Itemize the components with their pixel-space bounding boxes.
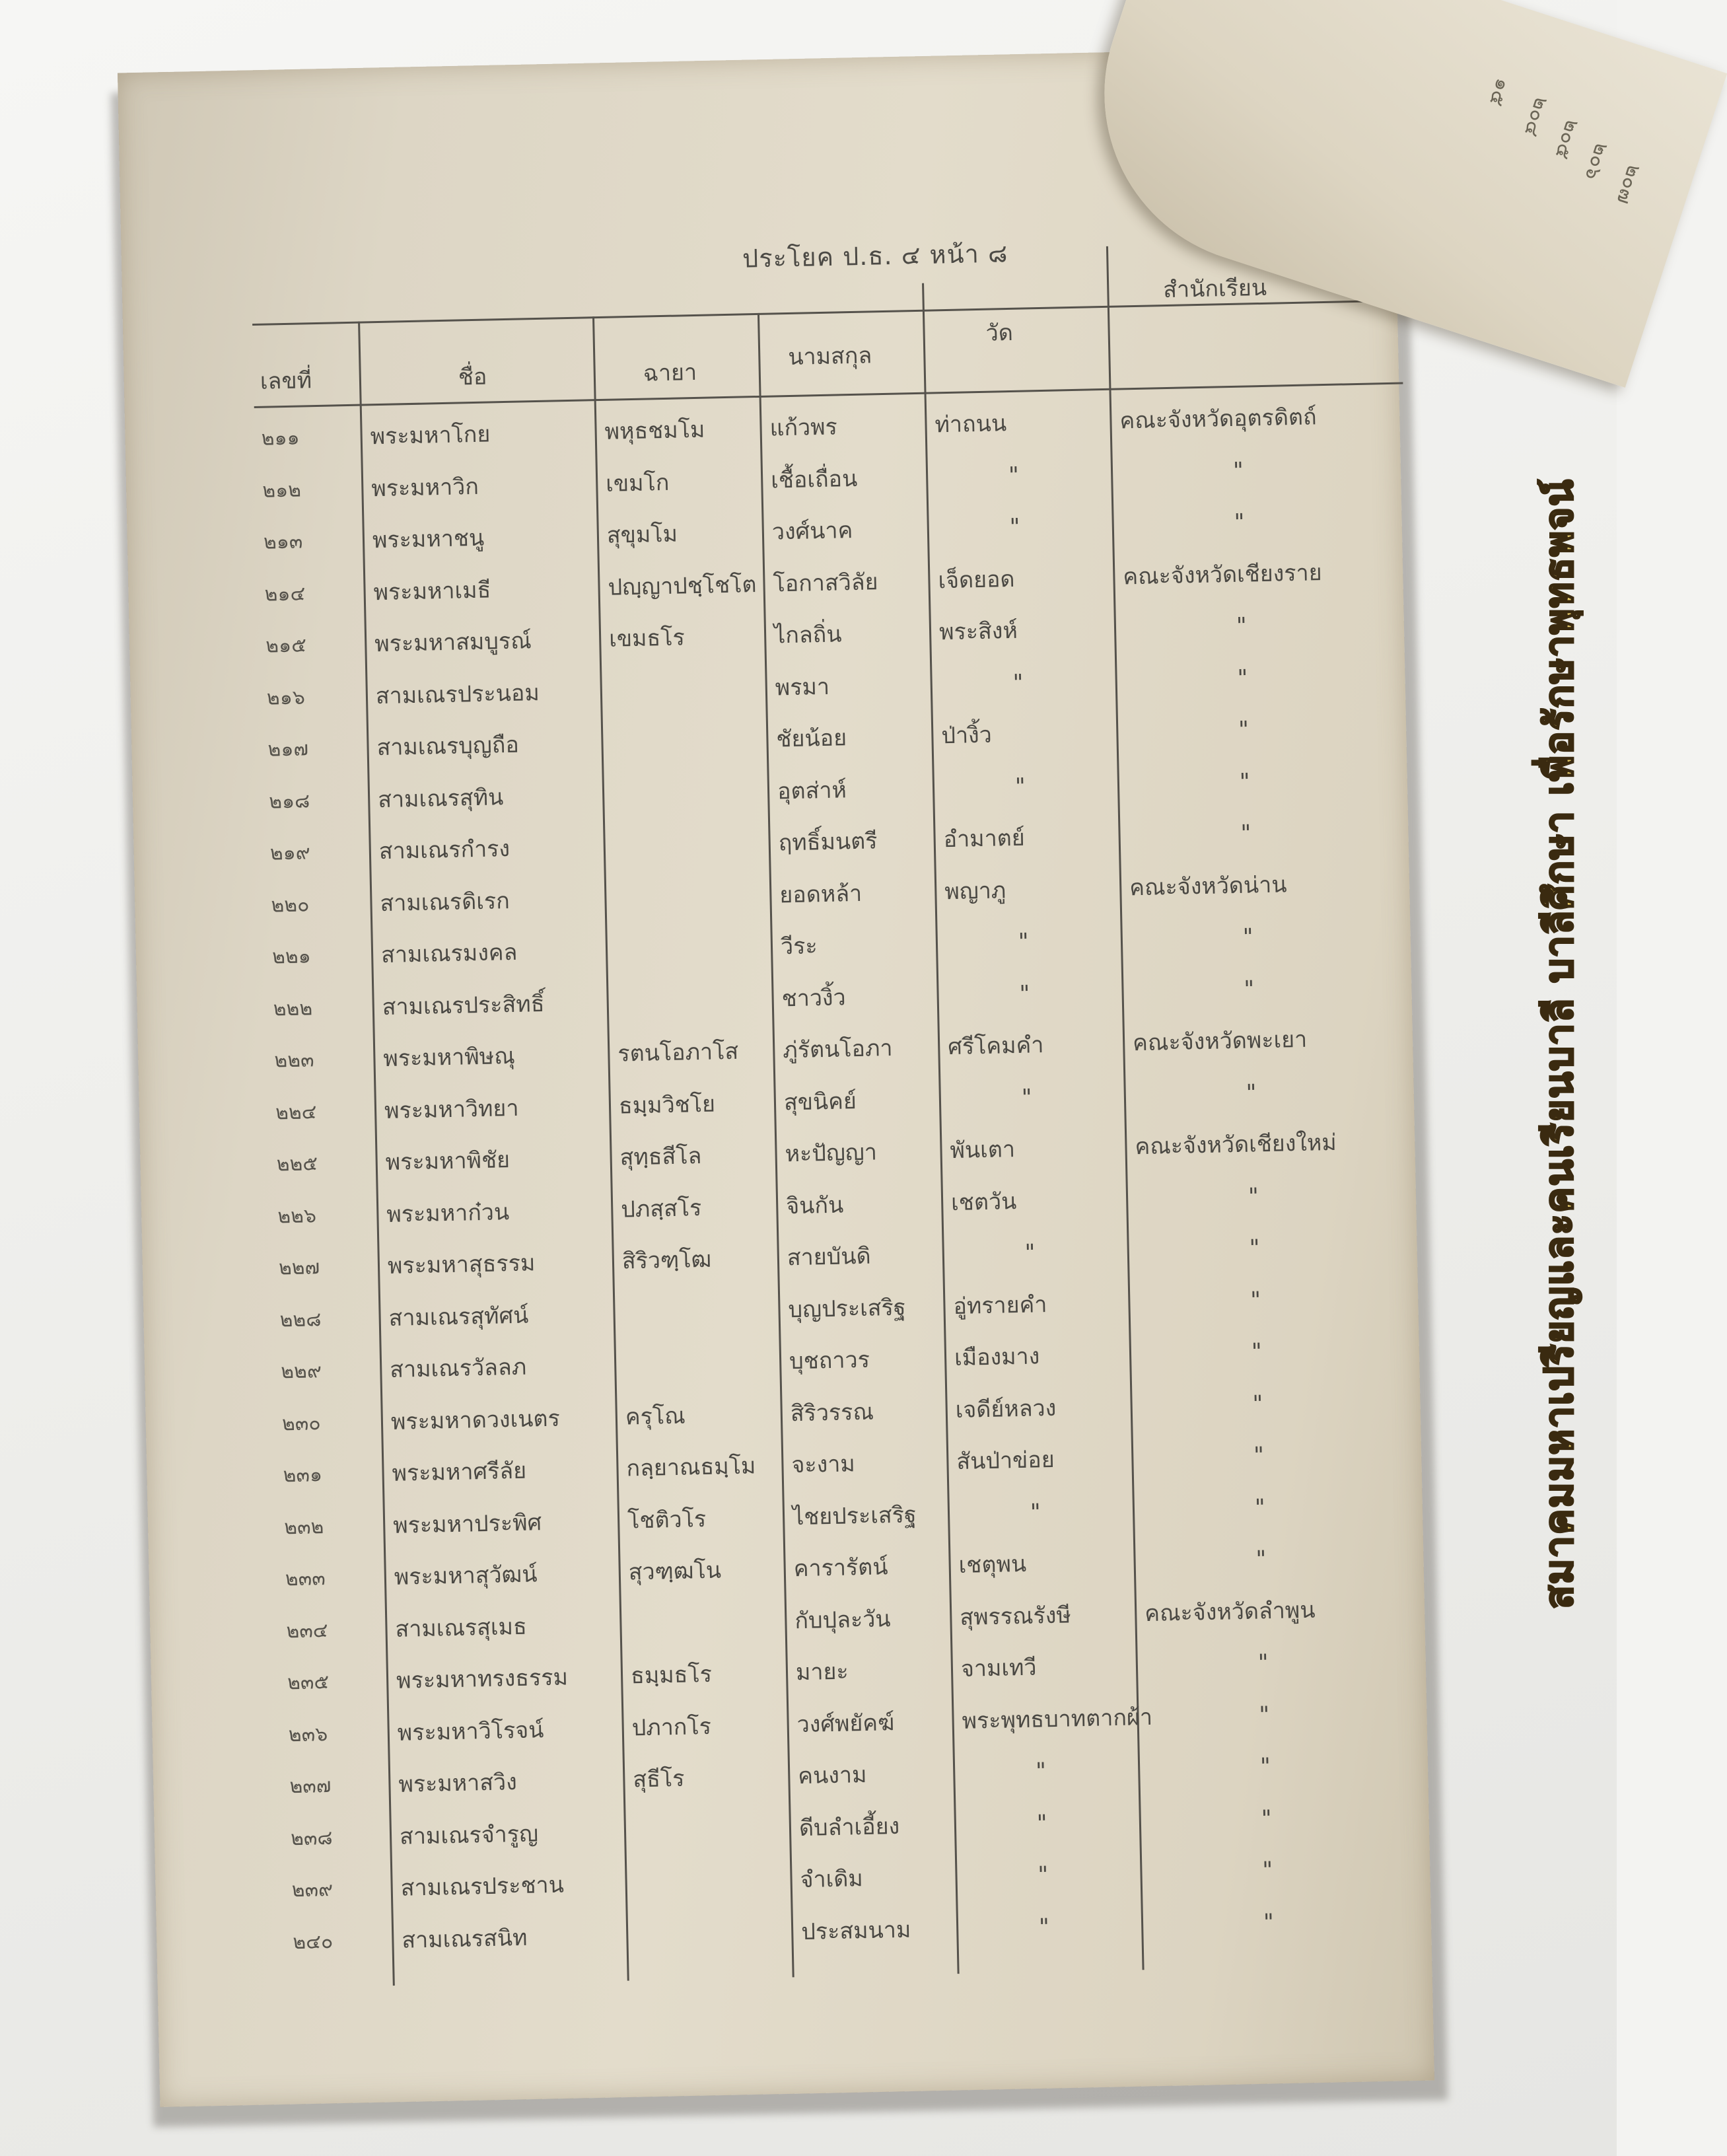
cell-school: " — [1257, 1649, 1269, 1676]
column-header-name: ชื่อ — [458, 363, 487, 391]
cell-name: พระมหาสุธรรม — [387, 1250, 536, 1279]
cell-no: ๒๒๖ — [277, 1204, 317, 1228]
cell-surname: ชาวงิ้ว — [781, 984, 847, 1012]
cell-no: ๒๑๖ — [266, 685, 306, 710]
cell-chaya: สุทฺธสีโล — [619, 1143, 702, 1171]
cell-chaya: ครุโณ — [625, 1402, 686, 1431]
watermark — [1493, 436, 1625, 1651]
cell-school: " — [1249, 1235, 1260, 1262]
cell-school: " — [1262, 1857, 1273, 1884]
cell-school: " — [1236, 612, 1248, 639]
cell-no: ๒๒๑ — [271, 945, 312, 969]
curl-text-line: ๒๐๔ — [1519, 94, 1554, 140]
cell-school: " — [1237, 665, 1248, 692]
cell-wat: เจดีย์หลวง — [955, 1394, 1057, 1423]
cell-name: สามเณรประชาน — [400, 1871, 565, 1902]
cell-wat: ท่าถนน — [934, 410, 1007, 439]
cell-surname: ประสมนาม — [800, 1916, 911, 1945]
cell-school: " — [1240, 820, 1251, 847]
cell-surname: พรมา — [775, 673, 830, 701]
cell-surname: ดีบลำเอี้ยง — [798, 1813, 900, 1842]
column-header-surname: นามสกุล — [787, 342, 872, 371]
cell-name: พระมหาศรีลัย — [392, 1457, 527, 1487]
cell-surname: สุขนิคย์ — [783, 1087, 857, 1116]
cell-school: " — [1253, 1442, 1265, 1469]
cell-name: สามเณรวัลลภ — [389, 1353, 527, 1383]
cell-name: สามเณรประสิทธิ์ — [382, 990, 545, 1021]
cell-no: ๒๑๔ — [264, 581, 306, 606]
column-header-number: เลขที่ — [260, 367, 312, 395]
cell-surname: เชื้อเถื่อน — [770, 465, 858, 494]
curl-text-line: ๒๐๖ — [1580, 139, 1614, 183]
curl-text-line: ๑๕ — [1484, 75, 1515, 109]
cell-chaya: สุวฑฺฒโน — [628, 1557, 722, 1586]
column-divider — [922, 283, 960, 1974]
cell-wat: " — [1021, 1084, 1032, 1111]
cell-no: ๒๑๗ — [267, 737, 309, 762]
cell-wat: " — [1014, 773, 1026, 800]
cell-school: " — [1251, 1338, 1263, 1365]
cell-no: ๒๓๗ — [289, 1774, 332, 1799]
cell-wat: " — [1024, 1239, 1036, 1266]
cell-wat: " — [1019, 980, 1030, 1007]
cell-name: พระมหาทรงธรรม — [396, 1664, 569, 1694]
cell-name: พระมหาเมธี — [373, 577, 491, 606]
cell-wat: สันป่าข่อย — [956, 1446, 1055, 1476]
cell-chaya: เขมโก — [605, 469, 670, 497]
cell-no: ๒๓๐ — [281, 1411, 321, 1435]
cell-surname: วงศ์นาค — [771, 517, 853, 546]
cell-surname: หะปัญญา — [785, 1139, 878, 1168]
cell-no: ๒๓๒ — [283, 1515, 324, 1539]
cell-surname: จำเดิม — [800, 1865, 864, 1894]
cell-wat: " — [1038, 1861, 1049, 1888]
cell-school: " — [1248, 1182, 1259, 1210]
cell-wat: " — [1035, 1758, 1047, 1785]
cell-surname: ภู่รัตนโอภา — [782, 1034, 893, 1064]
cell-wat: " — [1012, 669, 1024, 696]
cell-wat: พระสิงห์ — [938, 617, 1018, 646]
cell-no: ๒๔๐ — [293, 1929, 334, 1954]
cell-no: ๒๒๓ — [274, 1048, 314, 1073]
cell-no: ๒๑๑ — [261, 426, 300, 450]
table-header-rule — [254, 382, 1403, 408]
page-header: ประโยค ป.ธ. ๔ หน้า ๘ — [742, 238, 1008, 273]
cell-no: ๒๓๓ — [285, 1567, 326, 1591]
cell-school: " — [1254, 1493, 1266, 1521]
cell-name: พระมหาวิทยา — [384, 1095, 519, 1124]
cell-name: สามเณรสนิท — [401, 1924, 528, 1954]
cell-surname: อุตส่าห์ — [777, 776, 847, 805]
cell-chaya: สุขุมโม — [606, 521, 678, 549]
results-table — [251, 233, 1443, 2007]
cell-no: ๒๒๕ — [276, 1152, 318, 1176]
cell-no: ๒๒๘ — [279, 1307, 322, 1332]
cell-wat: เมืองมาง — [954, 1343, 1040, 1372]
cell-name: สามเณรกำรง — [378, 835, 511, 865]
cell-chaya: ปภากโร — [631, 1713, 712, 1741]
cell-school: คณะจังหวัดลำพูน — [1144, 1597, 1316, 1627]
cell-no: ๒๓๑ — [283, 1463, 323, 1488]
cell-school: คณะจังหวัดอุตรดิตถ์ — [1119, 404, 1317, 435]
cell-school: " — [1242, 923, 1253, 951]
cell-chaya: ปญฺญาปชฺโชโต — [608, 571, 757, 601]
cell-no: ๒๑๕ — [265, 633, 307, 658]
cell-wat: จามเทวี — [960, 1654, 1037, 1682]
cell-school: คณะจังหวัดเชียงใหม่ — [1135, 1129, 1337, 1161]
cell-no: ๒๑๙ — [269, 841, 311, 865]
column-header-school: สำนักเรียน — [1162, 274, 1267, 304]
cell-no: ๒๒๗ — [278, 1256, 320, 1280]
cell-wat: " — [1030, 1498, 1041, 1526]
cell-school: " — [1259, 1753, 1271, 1780]
cell-no: ๒๑๘ — [268, 789, 310, 814]
cell-name: สามเณรสุทิน — [377, 783, 504, 813]
cell-chaya: รตนโอภาโส — [617, 1038, 739, 1067]
watermark-text: สมาคมมหาเปรียญและคนเรียนบาลี บาลีศึกษา เพื่อรักษาพุทธพจน์ — [1536, 478, 1582, 1609]
cell-surname: สายบันดิ — [787, 1242, 871, 1272]
cell-wat: เจ็ดยอด — [938, 565, 1015, 594]
cell-name: พระมหาโกย — [370, 421, 491, 450]
cell-chaya: กลฺยาณธมฺโม — [626, 1453, 756, 1482]
cell-no: ๒๒๐ — [271, 892, 310, 917]
cell-name: สามเณรสุเมธ — [395, 1613, 528, 1643]
cell-name: พระมหาสุวัฒน์ — [394, 1561, 538, 1591]
cell-surname: ไกลถิ่น — [773, 621, 842, 649]
cell-no: ๒๑๒ — [262, 478, 302, 503]
cell-school: " — [1232, 457, 1244, 484]
cell-chaya: โชติวโร — [627, 1505, 707, 1534]
cell-school: คณะจังหวัดพะเยา — [1132, 1026, 1308, 1057]
cell-wat: " — [1009, 513, 1020, 541]
cell-name: พระมหาสวิง — [398, 1769, 518, 1798]
cell-surname: จะงาม — [791, 1451, 856, 1479]
cell-surname: วีระ — [780, 933, 818, 960]
cell-wat: พระพุทธบาทตากผ้า — [962, 1704, 1153, 1735]
cell-chaya: สิริวฑฺโฒ — [621, 1246, 712, 1275]
cell-surname: บุชถาวร — [789, 1346, 870, 1375]
cell-surname: บุญประเสริฐ — [788, 1294, 906, 1323]
cell-surname: โอกาสวิลัย — [773, 568, 878, 598]
cell-no: ๒๓๘ — [290, 1826, 333, 1850]
cell-surname: ไชยประเสริฐ — [792, 1501, 917, 1530]
cell-school: " — [1259, 1701, 1270, 1729]
cell-chaya: สุธีโร — [632, 1765, 685, 1793]
cell-chaya: ธมฺมธโร — [630, 1661, 713, 1690]
cell-name: พระมหาดวงเนตร — [390, 1405, 561, 1435]
cell-name: พระมหาก๋วน — [386, 1198, 510, 1228]
cell-name: สามเณรประนอม — [375, 679, 540, 709]
cell-school: " — [1234, 509, 1245, 536]
cell-name: พระมหาประพิศ — [392, 1509, 542, 1539]
cell-name: พระมหาพิชัย — [385, 1147, 511, 1176]
cell-name: สามเณรมงคล — [380, 939, 518, 969]
cell-name: พระมหาพิษณุ — [383, 1042, 516, 1073]
cell-wat: สุพรรณรังษี — [959, 1601, 1072, 1631]
cell-surname: แก้วพร — [769, 413, 838, 442]
cell-school: คณะจังหวัดเชียงราย — [1122, 559, 1322, 590]
cell-name: สามเณรจำรูญ — [399, 1820, 539, 1850]
cell-name: พระมหาสมบูรณ์ — [374, 628, 532, 658]
cell-chaya: ปภสฺสโร — [620, 1194, 702, 1223]
cell-school: " — [1255, 1546, 1267, 1573]
cell-no: ๒๒๙ — [280, 1359, 322, 1384]
cell-no: ๒๓๙ — [291, 1877, 334, 1902]
cell-no: ๒๓๔ — [286, 1618, 328, 1643]
cell-surname: จินกัน — [785, 1192, 844, 1219]
cell-wat: อำมาตย์ — [943, 824, 1026, 853]
cell-no: ๒๑๓ — [263, 530, 303, 554]
cell-school: " — [1239, 768, 1250, 795]
cell-surname: คารารัตน์ — [793, 1554, 888, 1583]
cell-school: " — [1238, 716, 1250, 743]
cell-surname: สิริวรรณ — [790, 1398, 874, 1427]
cell-no: ๒๒๒ — [273, 996, 313, 1021]
cell-wat: อู่ทรายคำ — [953, 1291, 1047, 1320]
cell-wat: พันเตา — [950, 1136, 1016, 1165]
cell-chaya: เขมธโร — [608, 624, 686, 653]
cell-wat: " — [1038, 1913, 1050, 1941]
cell-surname: ยอดหล้า — [779, 880, 863, 908]
cell-chaya: พหุธชมโม — [604, 416, 705, 445]
cell-name: สามเณรบุญถือ — [376, 731, 520, 762]
cell-school: " — [1263, 1908, 1275, 1935]
cell-school: " — [1250, 1286, 1261, 1314]
cell-no: ๒๓๖ — [288, 1722, 328, 1746]
cell-wat: ศรีโคมคำ — [947, 1032, 1044, 1061]
column-header-chaya: ฉายา — [643, 359, 697, 387]
cell-name: พระมหาวิก — [370, 473, 479, 502]
cell-wat: " — [1036, 1809, 1047, 1837]
cell-no: ๒๒๔ — [275, 1100, 317, 1125]
cell-school: " — [1244, 975, 1255, 1003]
column-header-wat: วัด — [985, 319, 1014, 347]
cell-wat: เชตวัน — [950, 1188, 1017, 1216]
curl-text-line: ๒๐๗ — [1611, 161, 1646, 207]
cell-school: " — [1246, 1079, 1257, 1106]
cell-chaya: ธมฺมวิชโย — [618, 1091, 716, 1120]
curl-text-line: ๒๐๕ — [1549, 116, 1585, 162]
cell-surname: คนงาม — [797, 1761, 867, 1790]
cell-surname: มายะ — [795, 1658, 849, 1686]
cell-school: " — [1261, 1805, 1272, 1832]
cell-wat: " — [1008, 462, 1020, 489]
cell-surname: กับปุละวัน — [794, 1605, 891, 1634]
cell-school: คณะจังหวัดน่าน — [1129, 871, 1287, 901]
cell-wat: " — [1018, 928, 1030, 955]
cell-wat: ป่างิ้ว — [940, 721, 993, 750]
cell-surname: ฤทธิ์มนตรี — [778, 828, 878, 857]
cell-surname: ชัยน้อย — [776, 725, 847, 753]
cell-no: ๒๓๕ — [287, 1671, 330, 1695]
cell-name: สามเณรดิเรก — [380, 887, 511, 917]
cell-name: สามเณรสุทัศน์ — [388, 1302, 529, 1332]
cell-name: พระมหาชนู — [372, 524, 485, 554]
cell-surname: วงศ์พยัคฆ์ — [796, 1709, 895, 1738]
cell-school: " — [1252, 1390, 1263, 1418]
cell-wat: เชตุพน — [958, 1550, 1027, 1579]
cell-name: พระมหาวิโรจน์ — [397, 1716, 544, 1746]
cell-wat: พญาภู — [944, 877, 1006, 905]
